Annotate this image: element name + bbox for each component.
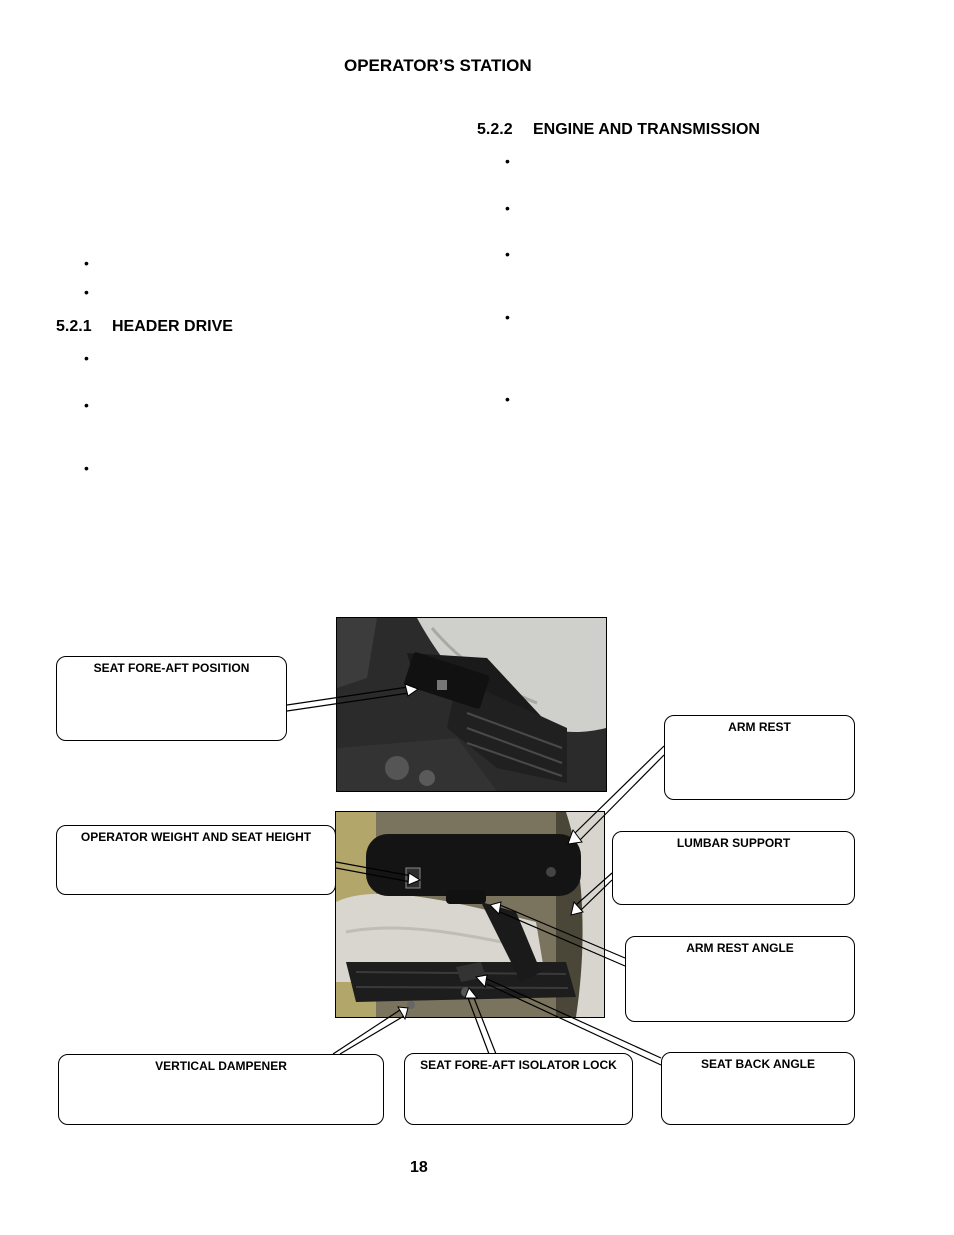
section-number: 5.2.2 <box>477 121 513 138</box>
section-heading-engine-transmission <box>477 121 760 139</box>
page-title: OPERATOR’S STATION <box>344 56 532 75</box>
callout-seat-fore-aft-isolator-lock: SEAT FORE-AFT ISOLATOR LOCK <box>404 1053 633 1125</box>
callout-operator-weight-seat-height: OPERATOR WEIGHT AND SEAT HEIGHT <box>56 825 336 895</box>
callout-arm-rest-angle: ARM REST ANGLE <box>625 936 855 1022</box>
callout-lumbar-support: LUMBAR SUPPORT <box>612 831 855 905</box>
bullet: • <box>84 397 89 413</box>
seat-rail-photo <box>336 617 607 792</box>
seat-controls-photo <box>335 811 605 1018</box>
callout-seat-back-angle: SEAT BACK ANGLE <box>661 1052 855 1125</box>
bullet: • <box>505 309 510 325</box>
page-number: 18 <box>410 1159 428 1176</box>
callout-vertical-dampener: VERTICAL DAMPENER <box>58 1054 384 1125</box>
bullet: • <box>505 153 510 169</box>
bullet: • <box>505 200 510 216</box>
section-title: ENGINE AND TRANSMISSION <box>533 121 760 138</box>
section-number: 5.2.1 <box>56 318 92 335</box>
section-title: HEADER DRIVE <box>112 318 233 335</box>
bullet: • <box>84 350 89 366</box>
callout-arm-rest: ARM REST <box>664 715 855 800</box>
section-heading-header-drive <box>56 318 233 336</box>
bullet: • <box>505 246 510 262</box>
bullet: • <box>505 391 510 407</box>
bullet: • <box>84 460 89 476</box>
bullet: • <box>84 284 89 300</box>
bullet: • <box>84 255 89 271</box>
callout-seat-fore-aft-position: SEAT FORE-AFT POSITION <box>56 656 287 741</box>
